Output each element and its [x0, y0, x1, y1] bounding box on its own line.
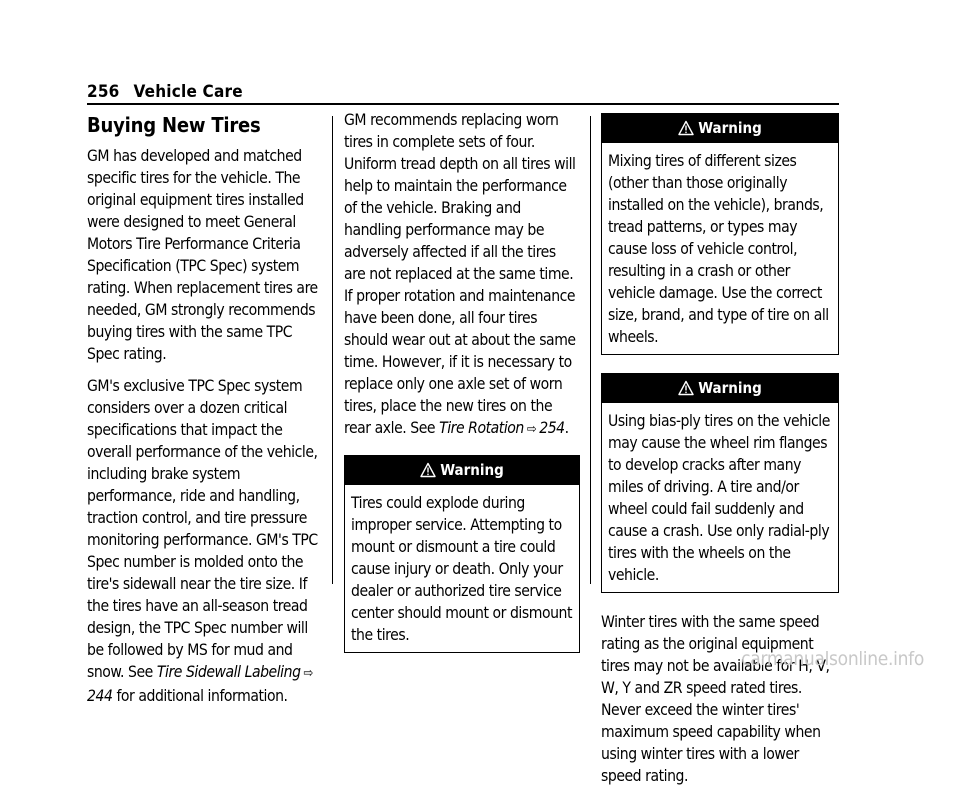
warning-text: Tires could explode during improper service. Attempting to mount or dismount a tire could cause injury or death. Only your dealer or authorized tire service center should mount or dismount the tires. [351, 494, 573, 644]
warning-header [602, 114, 838, 143]
cross-reference-link[interactable]: Tire Sidewall Labeling [156, 663, 301, 681]
warning-title: Warning [698, 119, 762, 137]
column-divider [332, 116, 333, 584]
warning-header [602, 374, 838, 403]
warning-triangle-icon [420, 462, 436, 478]
warning-title: Warning [440, 461, 504, 479]
page-reference-arrow-icon: ⇨ [303, 666, 313, 681]
paragraph: Winter tires with the same speed rating as the original equipment tires may not be available for H, V, W, Y and ZR speed rated tires. Never exceed the winter tires' maximum speed capability when using winter tires with a lower speed rating. [601, 613, 830, 785]
warning-triangle-icon [678, 380, 694, 396]
paragraph: GM's exclusive TPC Spec system considers over a dozen critical specifications that impact the overall performance of the vehicle, including brake system performance, ride and handling, traction control, and tire pressure monitoring performance. GM's TPC Spec number is molded onto the tire's sidewall near the tire size. If the tires have an all-season tread design, the TPC Spec number will be followed by MS for mud and snow. See Tire Sidewall Labeling ⇨244 for additional information. [87, 377, 318, 705]
warning-text: Mixing tires of different sizes (other than those originally installed on the vehicle), brands, tread patterns, or types may cause loss of vehicle control, resulting in a crash or other vehicle damage. Use the correct size, brand, and type of tire on all wheels. [608, 152, 829, 346]
header-rule [87, 103, 839, 105]
cross-reference-page[interactable]: 244 [87, 687, 113, 705]
warning-triangle-icon [678, 120, 694, 136]
column-middle [344, 109, 580, 671]
page-number: 256 [87, 82, 120, 102]
warning-box [601, 373, 839, 593]
cross-reference-link[interactable]: Tire Rotation [439, 419, 524, 437]
running-header [87, 82, 243, 102]
warning-header [345, 456, 579, 485]
warning-box [344, 455, 580, 653]
paragraph: GM has developed and matched specific tires for the vehicle. The original equipment tires installed were designed to meet General Motors Tire Performance Criteria Specification (TPC Spec) system rating. When replacement tires are needed, GM strongly recommends buying tires with the same TPC Spec rating. [87, 147, 318, 363]
warning-box [601, 113, 839, 355]
watermark: carmanualsonline.info [741, 648, 924, 670]
column-right [601, 113, 839, 797]
cross-reference-page[interactable]: 254 [539, 419, 565, 437]
section-heading: Buying New Tires [87, 113, 261, 137]
page-reference-arrow-icon: ⇨ [526, 422, 537, 437]
paragraph: GM recommends replacing worn tires in complete sets of four. Uniform tread depth on all tires will help to maintain the performance of the vehicle. Braking and handling performance may be adversely affected if all the tires are not replaced at the same time. If proper rotation and maintenance have been done, all four tires should wear out at about the same time. However, if it is necessary to replace only one axle set of worn tires, place the new tires on the rear axle. See Tire Rotation ⇨ 254. [344, 109, 580, 441]
warning-text: Using bias-ply tires on the vehicle may cause the wheel rim flanges to develop cracks after many miles of driving. A tire and/or wheel could fail suddenly and cause a crash. Use only radial-ply tires with the wheels on the vehicle. [608, 412, 830, 584]
section-title: Vehicle Care [133, 82, 243, 102]
column-divider [590, 116, 591, 584]
warning-title: Warning [698, 379, 762, 397]
column-left [87, 114, 323, 717]
